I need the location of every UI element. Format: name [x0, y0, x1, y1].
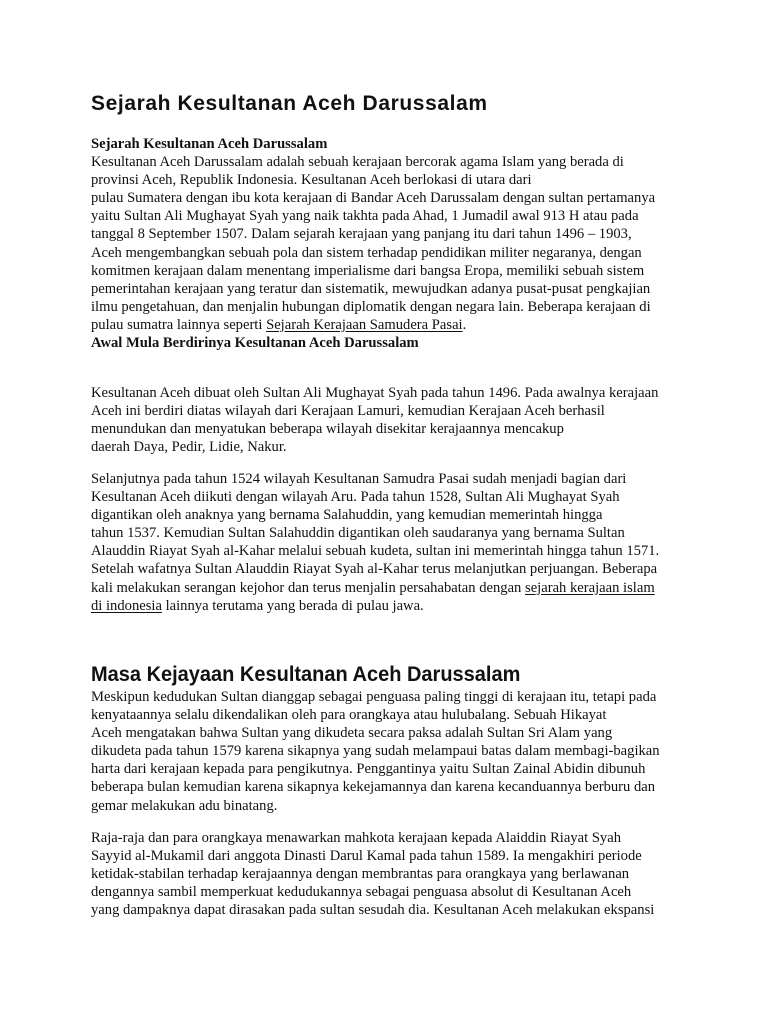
masa-paragraph-2 [91, 829, 691, 919]
intro-line: tanggal 8 September 1507. Dalam sejarah kerajaan yang panjang itu dari tahun 1496 – 1903, [91, 226, 632, 243]
paragraph-line: Alauddin Riayat Syah al-Kahar melalui sebuah kudeta, sultan ini memerintah hingga tahun 1571. [91, 543, 660, 560]
paragraph-line-suffix: lainnya terutama yang berada di pulau jawa. [161, 597, 424, 614]
intro-line: ilmu pengetahuan, dan menjalin hubungan diplomatik dengan negara lain. Beberapa kerajaan di [91, 298, 651, 315]
paragraph-line: beberapa bulan kemudian karena sikapnya kekejamannya dan karena kecanduannya berburu dan [91, 779, 656, 796]
intro-line-last [91, 316, 691, 334]
paragraph-line: Sayyid al-Mukamil dari anggota Dinasti Darul Kamal pada tahun 1589. Ia mengakhiri periode [91, 848, 642, 865]
paragraph-line: Aceh ini berdiri diatas wilayah dari Kerajaan Lamuri, kemudian Kerajaan Aceh berhasil [91, 403, 605, 420]
awal-heading: Awal Mula Berdirinya Kesultanan Aceh Darussalam [91, 335, 419, 352]
paragraph-line: menundukan dan menyatukan beberapa wilayah disekitar kerajaannya mencakup [91, 421, 564, 438]
awal-paragraph-2 [91, 470, 691, 615]
paragraph-line: daerah Daya, Pedir, Lidie, Nakur. [91, 439, 287, 456]
paragraph-line: Kesultanan Aceh dibuat oleh Sultan Ali Mughayat Syah pada tahun 1496. Pada awalnya kerajaan [91, 385, 659, 401]
paragraph-line: yang dampaknya dapat dirasakan pada sultan sesudah dia. Kesultanan Aceh melakukan ekspansi [91, 902, 655, 919]
paragraph-line [91, 597, 691, 615]
masa-paragraph-1 [91, 688, 691, 815]
link-samudera-pasai[interactable]: Sejarah Kerajaan Samudera Pasai [266, 316, 463, 333]
paragraph-line: dikudeta pada tahun 1579 karena sikapnya yang sudah melampaui batas dalam membagi-bagikan [91, 743, 660, 760]
paragraph-line: digantikan oleh anaknya yang bernama Salahuddin, yang kemudian memerintah hingga [91, 507, 603, 524]
intro-line: pulau Sumatera dengan ibu kota kerajaan di Bandar Aceh Darussalam dengan sultan pertamanya [91, 190, 656, 207]
intro-line: yaitu Sultan Ali Mughayat Syah yang naik takhta pada Ahad, 1 Jumadil awal 913 H atau pada [91, 208, 639, 225]
paragraph-line: harta dari kerajaan kepada para pengikutnya. Penggantinya yaitu Sultan Zainal Abidin dibunuh [91, 761, 646, 778]
paragraph-line: kenyataannya selalu dikendalikan oleh para orangkaya atau hulubalang. Sebuah Hikayat [91, 707, 607, 724]
intro-last-suffix: . [462, 316, 467, 333]
paragraph-line: Aceh mengatakan bahwa Sultan yang dikudeta secara paksa adalah Sultan Sri Alam yang [91, 725, 613, 742]
paragraph-line: dengannya sambil memperkuat kedudukannya sebagai penguasa absolut di Kesultanan Aceh [91, 884, 632, 901]
link-di-indonesia[interactable]: di indonesia [91, 597, 162, 614]
intro-heading: Sejarah Kesultanan Aceh Darussalam [91, 136, 328, 152]
paragraph-line: tahun 1537. Kemudian Sultan Salahuddin digantikan oleh saudaranya yang bernama Sultan [91, 525, 625, 542]
paragraph-line: ketidak-stabilan terhadap kerajaannya dengan membrantas para orangkaya yang berlawanan [91, 866, 630, 883]
page-title: Sejarah Kesultanan Aceh Darussalam [91, 92, 488, 115]
intro-section [91, 135, 691, 352]
intro-line: pemerintahan kerajaan yang teratur dan sistematik, mewujudkan adanya pusat-pusat pengkajian [91, 280, 651, 297]
paragraph-line-prefix: kali melakukan serangan kejohor dan terus menjalin persahabatan dengan [91, 579, 526, 596]
intro-last-prefix: pulau sumatra lainnya seperti [91, 316, 267, 333]
paragraph-line [91, 579, 691, 597]
awal-paragraph-1 [91, 384, 691, 456]
paragraph-line: Meskipun kedudukan Sultan dianggap sebagai penguasa paling tinggi di kerajaan itu, tetapi pada [91, 689, 657, 705]
intro-line: Kesultanan Aceh Darussalam adalah sebuah kerajaan bercorak agama Islam yang berada di [91, 154, 624, 171]
intro-line: Aceh mengembangkan sebuah pola dan sistem terhadap pendidikan militer negaranya, dengan [91, 244, 642, 261]
paragraph-line: Kesultanan Aceh diikuti dengan wilayah Aru. Pada tahun 1528, Sultan Ali Mughayat Syah [91, 489, 620, 506]
intro-line: komitmen kerajaan dalam menentang imperialisme dari bangsa Eropa, memiliki sebuah sistem [91, 262, 645, 279]
paragraph-line: gemar melakukan adu binatang. [91, 797, 278, 814]
intro-line: provinsi Aceh, Republik Indonesia. Kesultanan Aceh berlokasi di utara dari [91, 172, 532, 189]
link-sejarah-kerajaan-islam[interactable]: sejarah kerajaan islam [525, 579, 655, 596]
paragraph-line: Selanjutnya pada tahun 1524 wilayah Kesultanan Samudra Pasai sudah menjadi bagian dari [91, 471, 627, 487]
paragraph-line: Raja-raja dan para orangkaya menawarkan mahkota kerajaan kepada Alaiddin Riayat Syah [91, 830, 622, 846]
paragraph-line: Setelah wafatnya Sultan Alauddin Riayat Syah al-Kahar terus melanjutkan perjuangan. Beberapa [91, 561, 658, 578]
section-heading-masa-kejayaan: Masa Kejayaan Kesultanan Aceh Darussalam [91, 662, 521, 686]
